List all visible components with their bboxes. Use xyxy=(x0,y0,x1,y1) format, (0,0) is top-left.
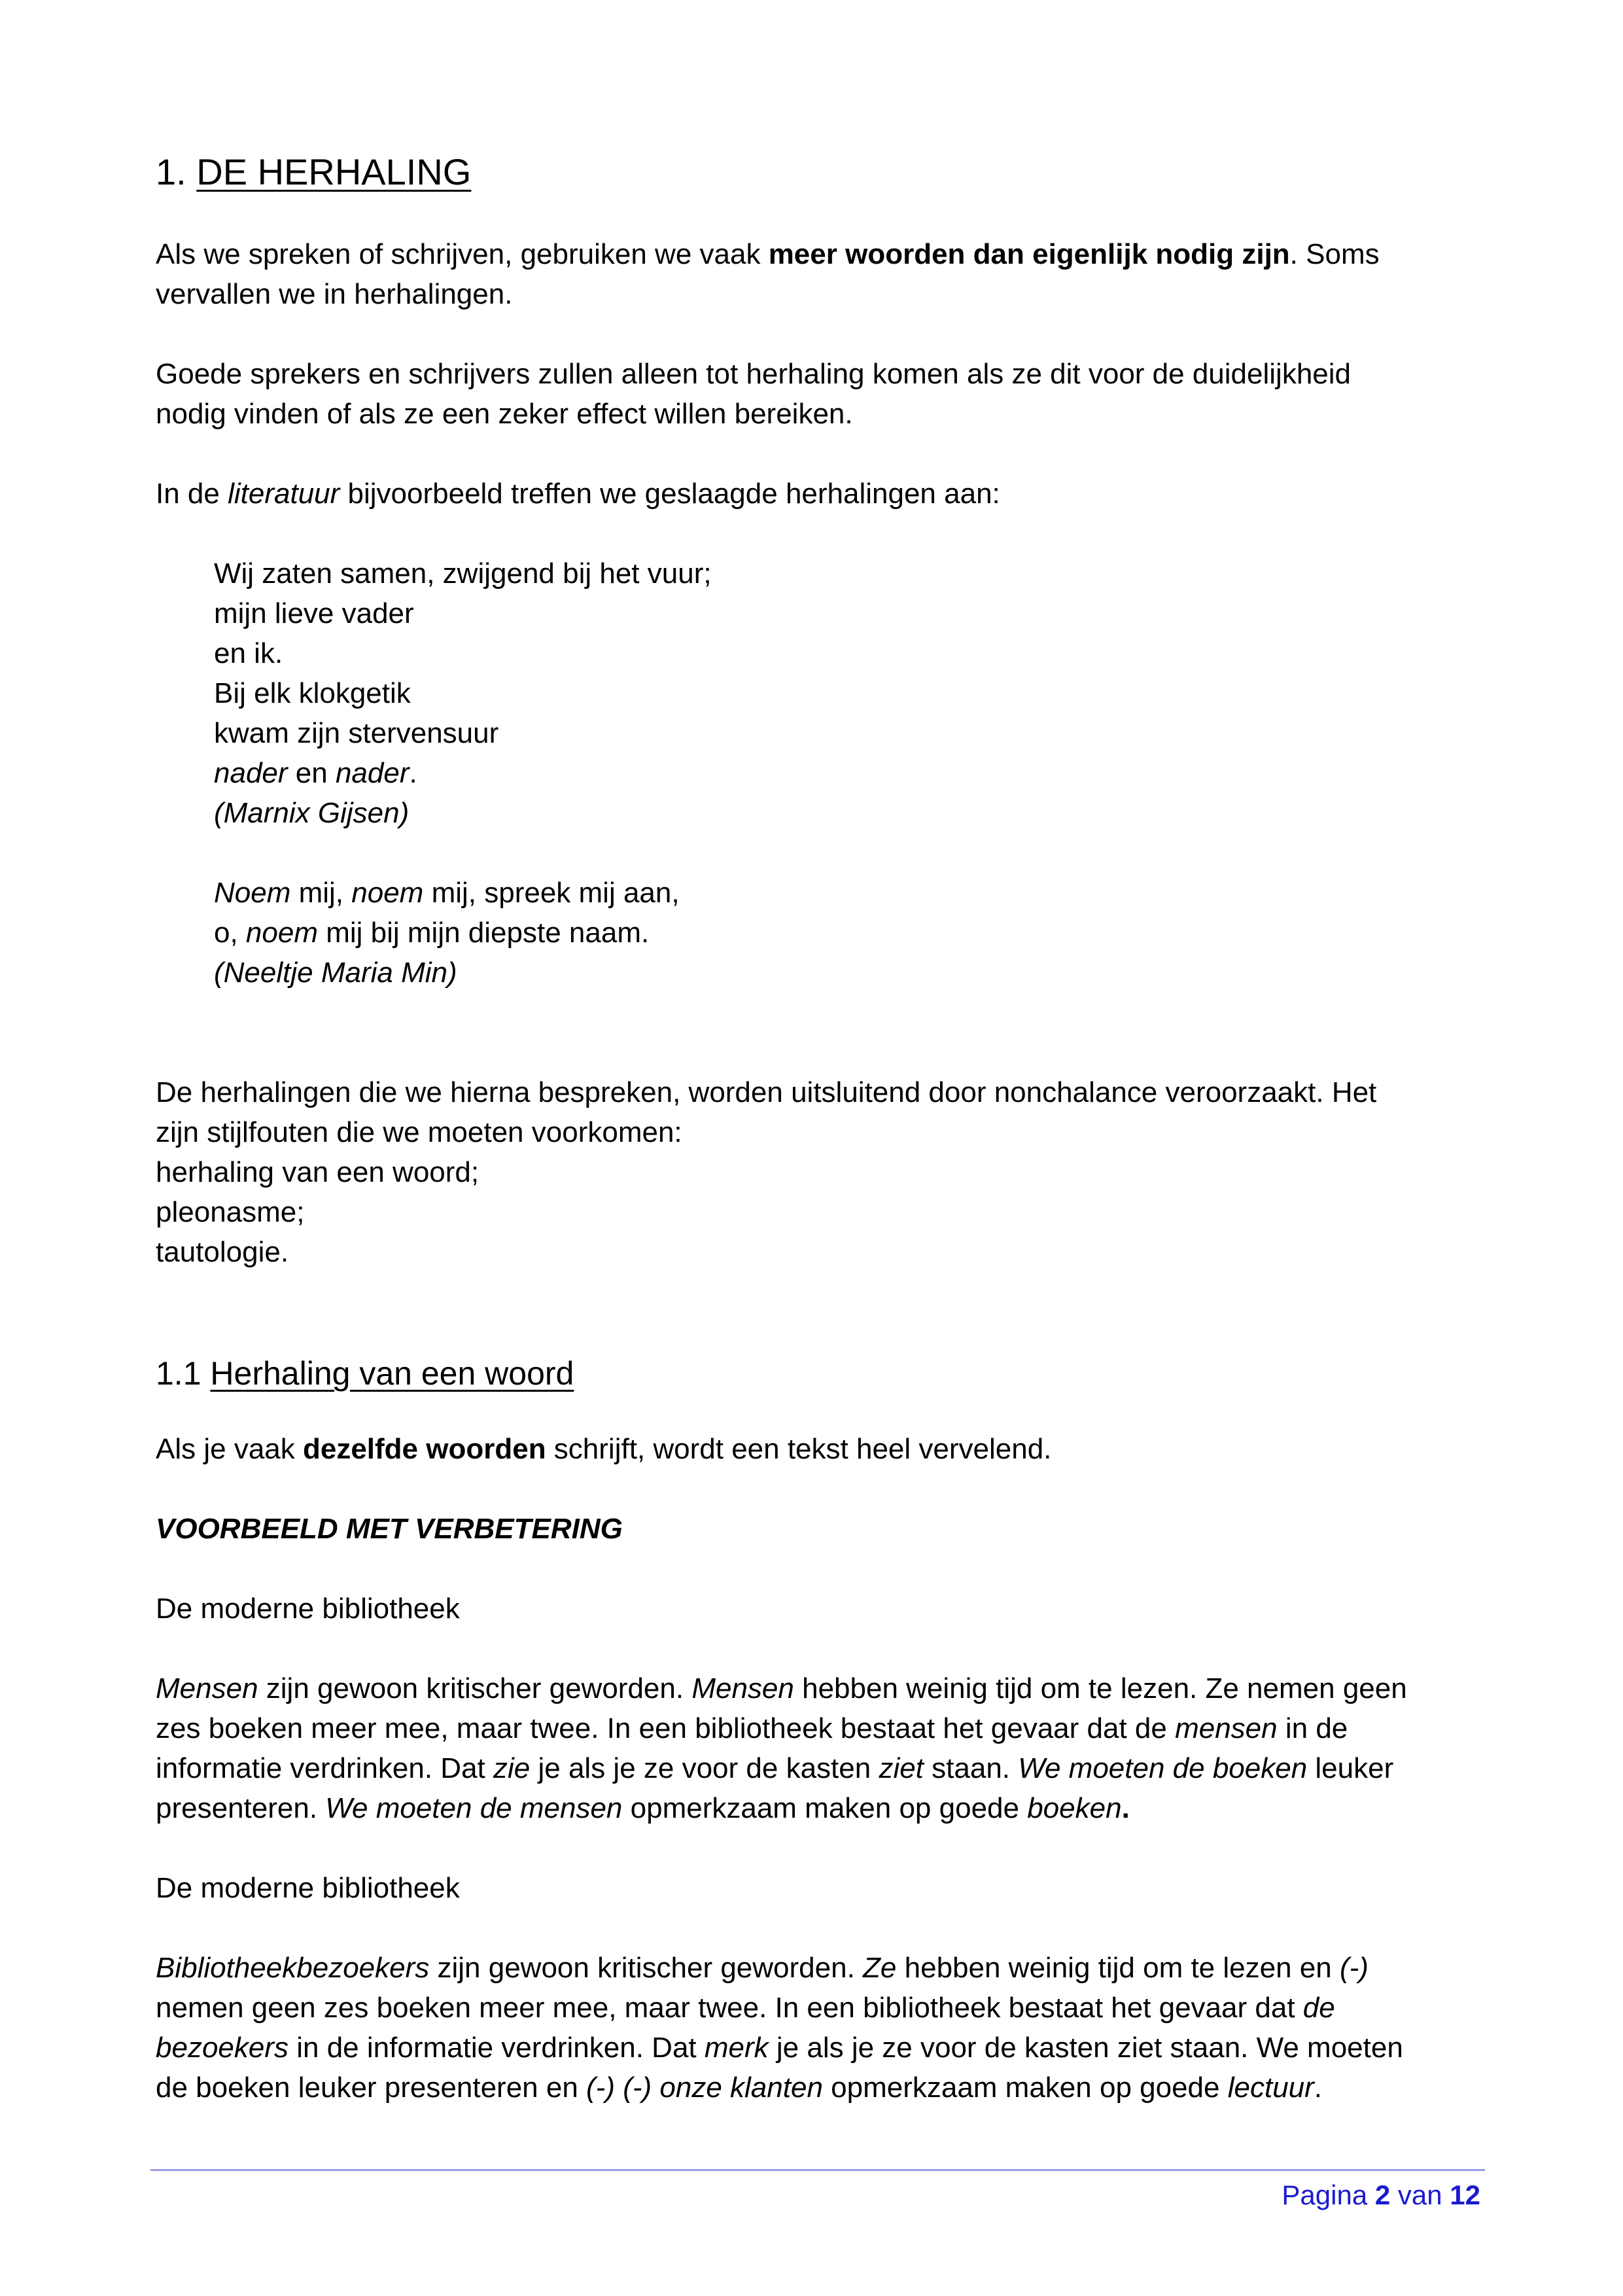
emphasis-italic: zie xyxy=(493,1752,531,1784)
section-number: 1.1 xyxy=(156,1355,201,1392)
emphasis-italic: (-) xyxy=(1339,1952,1369,1984)
emphasis-italic: bezoekers xyxy=(156,2032,289,2064)
emphasis-bold: dezelfde woorden xyxy=(302,1433,546,1465)
emphasis-italic: boeken xyxy=(1027,1792,1122,1824)
emphasis-italic: nader xyxy=(214,757,288,789)
emphasis-italic: Mensen xyxy=(691,1672,794,1704)
text: De herhalingen die we hierna bespreken, worden uitsluitend door nonchalance veroorzaakt. Het xyxy=(156,1076,1377,1108)
text: nodig vinden of als ze een zeker effect willen bereiken. xyxy=(156,398,853,430)
current-page-number: 2 xyxy=(1374,2180,1391,2210)
text: . xyxy=(1121,1792,1130,1824)
text: zes boeken meer mee, maar twee. In een bibliotheek bestaat het gevaar dat de xyxy=(156,1712,1176,1744)
list-item: pleonasme; xyxy=(156,1196,305,1228)
emphasis-italic: lectuur xyxy=(1227,2072,1314,2104)
example-2-title: De moderne bibliotheek xyxy=(156,1872,460,1904)
poem-line xyxy=(214,913,1484,953)
example-label-text: VOORBEELD MET VERBETERING xyxy=(156,1513,623,1545)
poem-marnix-gijsen xyxy=(214,554,1484,833)
page-content xyxy=(156,149,1484,2147)
text: . xyxy=(409,757,417,789)
text: Als je vaak xyxy=(156,1433,303,1465)
chapter-number: 1. xyxy=(156,151,186,192)
text: bijvoorbeeld treffen we geslaagde herhalingen aan: xyxy=(340,478,1000,510)
emphasis-italic: literatuur xyxy=(228,478,340,510)
text: zijn gewoon kritischer geworden. xyxy=(429,1952,864,1984)
intro-paragraph-2 xyxy=(156,354,1484,434)
errors-paragraph xyxy=(156,1072,1484,1272)
poem-line: Bij elk klokgetik xyxy=(214,677,411,709)
text: Goede sprekers en schrijvers zullen alleen tot herhaling komen als ze dit voor de duidelijkheid xyxy=(156,358,1352,390)
list-item: tautologie. xyxy=(156,1236,289,1268)
text: leuker xyxy=(1307,1752,1394,1784)
emphasis-italic: ziet xyxy=(879,1752,924,1784)
poem-author xyxy=(214,793,1484,833)
emphasis-italic: Ze xyxy=(863,1952,897,1984)
text: zijn gewoon kritischer geworden. xyxy=(258,1672,692,1704)
text: In de xyxy=(156,478,228,510)
intro-paragraph-3 xyxy=(156,474,1484,514)
text: mij bij mijn diepste naam. xyxy=(318,917,650,949)
text: nemen geen zes boeken meer mee, maar twee. In een bibliotheek bestaat het gevaar dat xyxy=(156,1992,1303,2024)
poem-line: en ik. xyxy=(214,637,283,669)
section-paragraph xyxy=(156,1429,1484,1469)
text: vervallen we in herhalingen. xyxy=(156,278,513,310)
poem-author xyxy=(214,953,1484,993)
error-list xyxy=(156,1152,1484,1272)
emphasis-italic: merk xyxy=(704,2032,769,2064)
text: presenteren. xyxy=(156,1792,326,1824)
text: mij, xyxy=(290,877,352,909)
text: opmerkzaam maken op goede xyxy=(622,1792,1028,1824)
text: hebben weinig tijd om te lezen en xyxy=(896,1952,1340,1984)
footer-divider xyxy=(150,2169,1485,2171)
poem-line xyxy=(214,753,1484,793)
author-name: (Marnix Gijsen) xyxy=(214,797,410,829)
text: en xyxy=(287,757,336,789)
text: . Soms xyxy=(1289,238,1380,270)
text: de boeken leuker presenteren en xyxy=(156,2072,587,2104)
emphasis-italic: Bibliotheekbezoekers xyxy=(156,1952,430,1984)
text: in de xyxy=(1277,1712,1348,1744)
footer-middle: van xyxy=(1390,2180,1450,2210)
emphasis-italic: noem xyxy=(245,917,318,949)
page-footer xyxy=(1282,2176,1480,2215)
intro-paragraph-1 xyxy=(156,234,1484,314)
text: . xyxy=(1314,2072,1323,2104)
poem-line: Wij zaten samen, zwijgend bij het vuur; xyxy=(214,557,712,590)
text: je als je ze voor de kasten ziet staan. We moeten xyxy=(768,2032,1403,2064)
chapter-title: DE HERHALING xyxy=(196,151,472,192)
emphasis-italic: Mensen xyxy=(156,1672,258,1704)
chapter-heading xyxy=(156,149,1484,195)
emphasis-italic: de xyxy=(1302,1992,1335,2024)
poem-line xyxy=(214,873,1484,913)
section-title: Herhaling van een woord xyxy=(210,1355,574,1392)
example-1-text xyxy=(156,1669,1484,1828)
text: mij, spreek mij aan, xyxy=(423,877,680,909)
emphasis-italic: (-) (-) onze klanten xyxy=(586,2072,823,2104)
example-1-title: De moderne bibliotheek xyxy=(156,1593,460,1625)
poem-neeltje-maria-min xyxy=(214,873,1484,993)
text: o, xyxy=(214,917,246,949)
emphasis-italic: We moeten de mensen xyxy=(325,1792,623,1824)
text: staan. xyxy=(923,1752,1019,1784)
footer-prefix: Pagina xyxy=(1282,2180,1375,2210)
emphasis-italic: nader xyxy=(335,757,410,789)
text: in de informatie verdrinken. Dat xyxy=(288,2032,705,2064)
section-heading xyxy=(156,1352,1484,1395)
list-item: herhaling van een woord; xyxy=(156,1156,480,1188)
text: schrijft, wordt een tekst heel vervelend. xyxy=(546,1433,1052,1465)
emphasis-italic: We moeten de boeken xyxy=(1018,1752,1308,1784)
poem-line: mijn lieve vader xyxy=(214,597,414,629)
emphasis-italic: Noem xyxy=(214,877,291,909)
text: hebben weinig tijd om te lezen. Ze nemen geen xyxy=(794,1672,1407,1704)
text: opmerkzaam maken op goede xyxy=(822,2072,1228,2104)
emphasis-bold: meer woorden dan eigenlijk nodig zijn xyxy=(768,238,1290,270)
text: informatie verdrinken. Dat xyxy=(156,1752,493,1784)
poem-line: kwam zijn stervensuur xyxy=(214,717,499,749)
author-name: (Neeltje Maria Min) xyxy=(214,957,457,989)
text: je als je ze voor de kasten xyxy=(530,1752,879,1784)
emphasis-italic: noem xyxy=(351,877,424,909)
example-2-text xyxy=(156,1948,1484,2108)
emphasis-italic: mensen xyxy=(1175,1712,1278,1744)
example-label xyxy=(156,1509,1484,1549)
total-page-count: 12 xyxy=(1450,2180,1480,2210)
text: zijn stijlfouten die we moeten voorkomen: xyxy=(156,1116,682,1148)
text: Als we spreken of schrijven, gebruiken we vaak xyxy=(156,238,769,270)
